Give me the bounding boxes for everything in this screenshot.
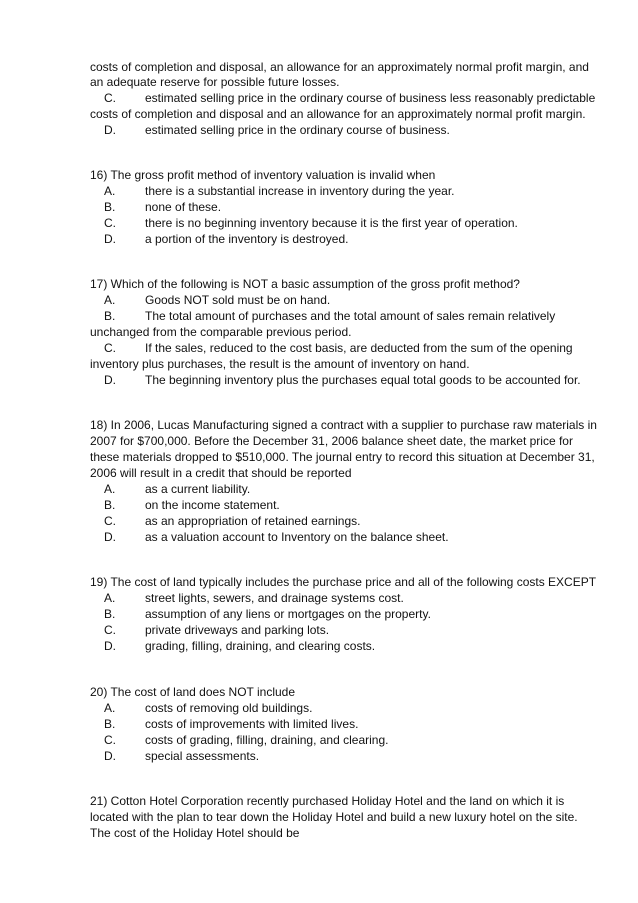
option-continuation: inventory plus purchases, the result is the amount of inventory on hand.: [90, 357, 470, 371]
carryover-line: costs of completion and disposal, an allowance for an approximately normal profit margin, and: [90, 60, 589, 74]
question-18-stem: 2006 will result in a credit that should be reported: [90, 466, 352, 480]
option-letter: A.: [104, 293, 116, 307]
option-text: there is no beginning inventory because it is the first year of operation.: [145, 216, 518, 230]
question-17-stem: 17) Which of the following is NOT a basic assumption of the gross profit method?: [90, 277, 520, 291]
option-text: costs of improvements with limited lives.: [145, 717, 359, 731]
option-text: costs of removing old buildings.: [145, 701, 313, 715]
option-letter: D.: [104, 639, 116, 653]
option-text: costs of grading, filling, draining, and clearing.: [145, 733, 389, 747]
option-continuation: unchanged from the comparable previous period.: [90, 325, 352, 339]
option-text: private driveways and parking lots.: [145, 623, 330, 637]
option-letter: D.: [104, 530, 116, 544]
question-21-stem: located with the plan to tear down the Holiday Hotel and build a new luxury hotel on the site.: [90, 810, 578, 824]
question-21-stem: The cost of the Holiday Hotel should be: [90, 826, 300, 840]
option-text: a portion of the inventory is destroyed.: [145, 232, 349, 246]
option-letter: B.: [104, 607, 116, 621]
option-text: none of these.: [145, 200, 222, 214]
option-letter: A.: [104, 482, 116, 496]
option-continuation: costs of completion and disposal and an allowance for an approximately normal profit margin.: [90, 107, 586, 121]
question-18-stem: these materials dropped to $510,000. The journal entry to record this situation at December 31,: [90, 450, 595, 464]
option-text: as a valuation account to Inventory on the balance sheet.: [145, 530, 449, 544]
option-text: special assessments.: [145, 749, 260, 763]
option-text: The total amount of purchases and the total amount of sales remain relatively: [145, 309, 556, 323]
option-text: The beginning inventory plus the purchases equal total goods to be accounted for.: [145, 373, 581, 387]
option-text: Goods NOT sold must be on hand.: [145, 293, 331, 307]
option-letter: C.: [104, 733, 116, 747]
option-letter: B.: [104, 200, 116, 214]
option-letter: C.: [104, 514, 116, 528]
option-letter: C.: [104, 623, 116, 637]
option-letter: D.: [104, 123, 116, 137]
question-20-stem: 20) The cost of land does NOT include: [90, 685, 296, 699]
option-text: assumption of any liens or mortgages on the property.: [145, 607, 431, 621]
option-letter: D.: [104, 373, 116, 387]
option-text: estimated selling price in the ordinary course of business.: [145, 123, 450, 137]
option-letter: A.: [104, 701, 116, 715]
question-21-stem: 21) Cotton Hotel Corporation recently purchased Holiday Hotel and the land on which it is: [90, 794, 565, 808]
option-letter: B.: [104, 498, 116, 512]
question-18-stem: 2007 for $700,000. Before the December 31, 2006 balance sheet date, the market price for: [90, 434, 573, 448]
option-text: as an appropriation of retained earnings.: [145, 514, 361, 528]
option-text: If the sales, reduced to the cost basis, are deducted from the sum of the opening: [145, 341, 573, 355]
question-16-stem: 16) The gross profit method of inventory valuation is invalid when: [90, 168, 436, 182]
carryover-line: an adequate reserve for possible future losses.: [90, 75, 340, 89]
option-text: grading, filling, draining, and clearing costs.: [145, 639, 376, 653]
option-letter: A.: [104, 591, 116, 605]
option-letter: C.: [104, 91, 116, 105]
question-19-stem: 19) The cost of land typically includes the purchase price and all of the following costs EXCEPT: [90, 575, 597, 589]
option-letter: D.: [104, 749, 116, 763]
option-letter: D.: [104, 232, 116, 246]
option-letter: C.: [104, 216, 116, 230]
option-letter: B.: [104, 717, 116, 731]
option-text: estimated selling price in the ordinary course of business less reasonably predictable: [145, 91, 596, 105]
option-text: as a current liability.: [145, 482, 251, 496]
option-letter: A.: [104, 184, 116, 198]
option-letter: B.: [104, 309, 116, 323]
option-text: there is a substantial increase in inventory during the year.: [145, 184, 455, 198]
option-letter: C.: [104, 341, 116, 355]
option-text: on the income statement.: [145, 498, 280, 512]
option-text: street lights, sewers, and drainage systems cost.: [145, 591, 404, 605]
question-18-stem: 18) In 2006, Lucas Manufacturing signed a contract with a supplier to purchase raw materials in: [90, 418, 597, 432]
